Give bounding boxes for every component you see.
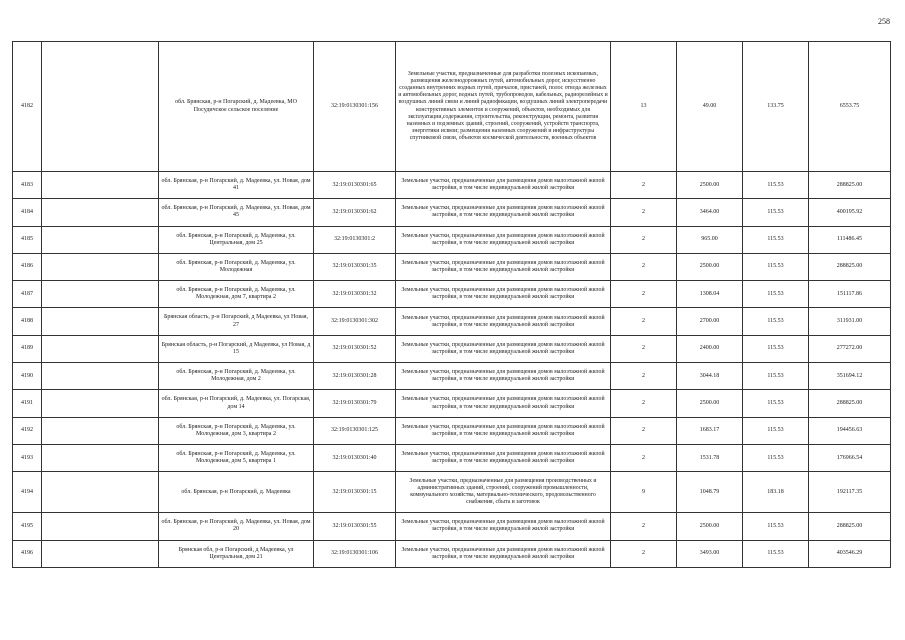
land-purpose-cell: Земельные участки, предназначенные для размещения домов малоэтажной жилой застройки, в том числе индивидуальной жилой застройки bbox=[396, 308, 611, 335]
empty-cell bbox=[42, 540, 159, 567]
area-cell: 2700.00 bbox=[677, 308, 743, 335]
table-row bbox=[13, 42, 891, 172]
rate-cell: 115.53 bbox=[743, 335, 809, 362]
area-cell: 965.00 bbox=[677, 226, 743, 253]
land-purpose-cell: Земельные участки, предназначенные для размещения домов малоэтажной жилой застройки, в том числе индивидуальной жилой застройки bbox=[396, 444, 611, 471]
table-row bbox=[13, 363, 891, 390]
empty-cell bbox=[42, 363, 159, 390]
cadastral-value-cell: 151117.86 bbox=[809, 281, 891, 308]
cadastral-value-cell: 288825.00 bbox=[809, 513, 891, 540]
rate-cell: 115.53 bbox=[743, 390, 809, 417]
row-number-cell: 4190 bbox=[13, 363, 42, 390]
address-cell: обл. Брянская, р-н Погарский, д. Мадеевка, ул. Молодежная, дом 7, квартира 2 bbox=[159, 281, 314, 308]
cadastral-number-cell: 32:19:0130301:15 bbox=[314, 472, 396, 513]
address-cell: обл. Брянская, р-н Погарский, д. Мадеевка, ул. Молодежная bbox=[159, 253, 314, 280]
row-number-cell: 4184 bbox=[13, 199, 42, 226]
rate-cell: 115.53 bbox=[743, 253, 809, 280]
row-number-cell: 4195 bbox=[13, 513, 42, 540]
area-cell: 1048.79 bbox=[677, 472, 743, 513]
table-row bbox=[13, 444, 891, 471]
table-row bbox=[13, 335, 891, 362]
land-purpose-cell: Земельные участки, предназначенные для размещения домов малоэтажной жилой застройки, в том числе индивидуальной жилой застройки bbox=[396, 335, 611, 362]
table-row bbox=[13, 253, 891, 280]
type-code-cell: 2 bbox=[611, 308, 677, 335]
rate-cell: 115.53 bbox=[743, 281, 809, 308]
table-row bbox=[13, 390, 891, 417]
address-cell: обл. Брянская, р-н Погарский, д. Мадеевка, ул. Новая, дом 45 bbox=[159, 199, 314, 226]
cadastral-value-cell: 288825.00 bbox=[809, 172, 891, 199]
cadastral-number-cell: 32:19:0130301:55 bbox=[314, 513, 396, 540]
address-cell: обл. Брянская, р-н Погарский, д. Мадеевка, МО Посудичское сельское поселение bbox=[159, 42, 314, 172]
area-cell: 2400.00 bbox=[677, 335, 743, 362]
row-number-cell: 4183 bbox=[13, 172, 42, 199]
type-code-cell: 13 bbox=[611, 42, 677, 172]
row-number-cell: 4188 bbox=[13, 308, 42, 335]
cadastral-number-cell: 32:19:0130301:65 bbox=[314, 172, 396, 199]
land-purpose-cell: Земельные участки, предназначенные для размещения домов малоэтажной жилой застройки, в том числе индивидуальной жилой застройки bbox=[396, 363, 611, 390]
cadastral-value-cell: 311931.00 bbox=[809, 308, 891, 335]
empty-cell bbox=[42, 226, 159, 253]
area-cell: 2500.00 bbox=[677, 390, 743, 417]
cadastral-value-cell: 403546.29 bbox=[809, 540, 891, 567]
rate-cell: 115.53 bbox=[743, 444, 809, 471]
cadastral-number-cell: 32:19:0130301:40 bbox=[314, 444, 396, 471]
cadastral-value-cell: 6553.75 bbox=[809, 42, 891, 172]
land-purpose-cell: Земельные участки, предназначенные для размещения домов малоэтажной жилой застройки, в том числе индивидуальной жилой застройки bbox=[396, 253, 611, 280]
address-cell: обл. Брянская, р-н Погарский, д. Мадеевка, ул. Новая, дом 41 bbox=[159, 172, 314, 199]
cadastral-number-cell: 32:19:0130301:302 bbox=[314, 308, 396, 335]
land-purpose-cell: Земельные участки, предназначенные для размещения производственных и административных зданий, строений, сооружений промышленности, коммунального хозяйства, материально-технического, продовольственного снабжения, сбыта и заготовок bbox=[396, 472, 611, 513]
empty-cell bbox=[42, 472, 159, 513]
row-number-cell: 4192 bbox=[13, 417, 42, 444]
area-cell: 2500.00 bbox=[677, 513, 743, 540]
cadastral-value-cell: 288825.00 bbox=[809, 253, 891, 280]
table-row bbox=[13, 308, 891, 335]
type-code-cell: 2 bbox=[611, 444, 677, 471]
cadastral-number-cell: 32:19:0130301:125 bbox=[314, 417, 396, 444]
row-number-cell: 4189 bbox=[13, 335, 42, 362]
type-code-cell: 2 bbox=[611, 363, 677, 390]
empty-cell bbox=[42, 281, 159, 308]
area-cell: 3464.00 bbox=[677, 199, 743, 226]
cadastral-number-cell: 32:19:0130301:106 bbox=[314, 540, 396, 567]
cadastral-value-cell: 288825.00 bbox=[809, 390, 891, 417]
cadastral-value-cell: 176966.54 bbox=[809, 444, 891, 471]
table-row bbox=[13, 540, 891, 567]
type-code-cell: 2 bbox=[611, 172, 677, 199]
table-row bbox=[13, 226, 891, 253]
rate-cell: 115.53 bbox=[743, 513, 809, 540]
address-cell: обл. Брянская, р-н Погарский, д. Мадеевка bbox=[159, 472, 314, 513]
land-purpose-cell: Земельные участки, предназначенные для размещения домов малоэтажной жилой застройки, в том числе индивидуальной жилой застройки bbox=[396, 199, 611, 226]
cadastral-number-cell: 32:19:0130301:2 bbox=[314, 226, 396, 253]
rate-cell: 115.53 bbox=[743, 308, 809, 335]
row-number-cell: 4185 bbox=[13, 226, 42, 253]
address-cell: Брянская обл, р-н Погарский, д Мадеевка, ул Центральная, дом 21 bbox=[159, 540, 314, 567]
area-cell: 2500.00 bbox=[677, 172, 743, 199]
land-purpose-cell: Земельные участки, предназначенные для размещения домов малоэтажной жилой застройки, в том числе индивидуальной жилой застройки bbox=[396, 226, 611, 253]
table-row bbox=[13, 417, 891, 444]
address-cell: обл. Брянская, р-н Погарский, д. Мадеевка, ул. Молодежная, дом 2 bbox=[159, 363, 314, 390]
rate-cell: 133.75 bbox=[743, 42, 809, 172]
type-code-cell: 2 bbox=[611, 281, 677, 308]
empty-cell bbox=[42, 417, 159, 444]
table-row bbox=[13, 199, 891, 226]
address-cell: обл. Брянская, р-н Погарский, д. Мадеевка, ул. Центральная, дом 25 bbox=[159, 226, 314, 253]
type-code-cell: 2 bbox=[611, 513, 677, 540]
row-number-cell: 4182 bbox=[13, 42, 42, 172]
land-purpose-cell: Земельные участки, предназначенные для размещения домов малоэтажной жилой застройки, в том числе индивидуальной жилой застройки bbox=[396, 281, 611, 308]
rate-cell: 115.53 bbox=[743, 540, 809, 567]
empty-cell bbox=[42, 444, 159, 471]
rate-cell: 115.53 bbox=[743, 172, 809, 199]
cadastral-number-cell: 32:19:0130301:28 bbox=[314, 363, 396, 390]
cadastral-value-cell: 400195.92 bbox=[809, 199, 891, 226]
area-cell: 3044.18 bbox=[677, 363, 743, 390]
row-number-cell: 4191 bbox=[13, 390, 42, 417]
cadastral-number-cell: 32:19:0130301:35 bbox=[314, 253, 396, 280]
empty-cell bbox=[42, 42, 159, 172]
cadastral-number-cell: 32:19:0130301:52 bbox=[314, 335, 396, 362]
row-number-cell: 4187 bbox=[13, 281, 42, 308]
land-purpose-cell: Земельные участки, предназначенные для размещения домов малоэтажной жилой застройки, в том числе индивидуальной жилой застройки bbox=[396, 417, 611, 444]
type-code-cell: 2 bbox=[611, 390, 677, 417]
rate-cell: 183.18 bbox=[743, 472, 809, 513]
rate-cell: 115.53 bbox=[743, 199, 809, 226]
cadastral-value-cell: 277272.00 bbox=[809, 335, 891, 362]
empty-cell bbox=[42, 513, 159, 540]
cadastral-value-cell: 194456.63 bbox=[809, 417, 891, 444]
type-code-cell: 9 bbox=[611, 472, 677, 513]
rate-cell: 115.53 bbox=[743, 417, 809, 444]
area-cell: 1308.04 bbox=[677, 281, 743, 308]
area-cell: 49.00 bbox=[677, 42, 743, 172]
cadastral-number-cell: 32:19:0130301:79 bbox=[314, 390, 396, 417]
type-code-cell: 2 bbox=[611, 335, 677, 362]
land-purpose-cell: Земельные участки, предназначенные для размещения домов малоэтажной жилой застройки, в том числе индивидуальной жилой застройки bbox=[396, 390, 611, 417]
table-row bbox=[13, 281, 891, 308]
empty-cell bbox=[42, 172, 159, 199]
empty-cell bbox=[42, 335, 159, 362]
address-cell: обл. Брянская, р-н Погарский, д. Мадеевка, ул. Погарская, дом 14 bbox=[159, 390, 314, 417]
land-purpose-cell: Земельные участки, предназначенные для размещения домов малоэтажной жилой застройки, в том числе индивидуальной жилой застройки bbox=[396, 513, 611, 540]
land-purpose-cell: Земельные участки, предназначенные для разработки полезных ископаемых, размещения железнодорожных путей, автомобильных дорог, искусственно созданных внутренних водных путей, причалов, пристаней, полос отвода железных и автомобильных дорог, водных путей, трубопроводов, кабельных, радиорелейных и воздушных линий связи и линий радиофикации, воздушных линий электропередачи конструктивных элементов и сооружений, объектов, необходимых для эксплуатации,содержания, строительства, реконструкции, ремонта, развития наземных и подземных зданий, строений, сооружений, устройств транспорта, энергетики исвязи; размещения наземных сооружений и инфраструктуры спутниковой связи, объектов космической деятельности, военных объектов bbox=[396, 42, 611, 172]
cadastral-number-cell: 32:19:0130301:32 bbox=[314, 281, 396, 308]
type-code-cell: 2 bbox=[611, 253, 677, 280]
cadastral-value-cell: 192117.35 bbox=[809, 472, 891, 513]
table-row bbox=[13, 472, 891, 513]
cadastral-value-cell: 111486.45 bbox=[809, 226, 891, 253]
empty-cell bbox=[42, 199, 159, 226]
type-code-cell: 2 bbox=[611, 199, 677, 226]
row-number-cell: 4186 bbox=[13, 253, 42, 280]
address-cell: обл. Брянская, р-н Погарский, д. Мадеевка, ул. Молодежная, дом 3, квартира 2 bbox=[159, 417, 314, 444]
empty-cell bbox=[42, 308, 159, 335]
empty-cell bbox=[42, 253, 159, 280]
cadastral-number-cell: 32:19:0130301:156 bbox=[314, 42, 396, 172]
cadastral-table bbox=[12, 41, 891, 568]
table-row bbox=[13, 513, 891, 540]
address-cell: обл. Брянская, р-н Погарский, д. Мадеевка, ул. Молодежная, дом 5, квартира 1 bbox=[159, 444, 314, 471]
area-cell: 2500.00 bbox=[677, 253, 743, 280]
type-code-cell: 2 bbox=[611, 226, 677, 253]
type-code-cell: 2 bbox=[611, 540, 677, 567]
address-cell: Брянская область, р-н Погарский, д Мадеевка, ул Новая, 27 bbox=[159, 308, 314, 335]
rate-cell: 115.53 bbox=[743, 226, 809, 253]
area-cell: 1683.17 bbox=[677, 417, 743, 444]
cadastral-value-cell: 351694.12 bbox=[809, 363, 891, 390]
address-cell: Брянская область, р-н Погарский, д Мадеевка, ул Новая, д 15 bbox=[159, 335, 314, 362]
rate-cell: 115.53 bbox=[743, 363, 809, 390]
table-row bbox=[13, 172, 891, 199]
row-number-cell: 4196 bbox=[13, 540, 42, 567]
type-code-cell: 2 bbox=[611, 417, 677, 444]
page-number: 258 bbox=[878, 17, 890, 26]
cadastral-number-cell: 32:19:0130301:62 bbox=[314, 199, 396, 226]
row-number-cell: 4193 bbox=[13, 444, 42, 471]
row-number-cell: 4194 bbox=[13, 472, 42, 513]
address-cell: обл. Брянская, р-н Погарский, д. Мадеевка, ул. Новая, дом 20 bbox=[159, 513, 314, 540]
area-cell: 3493.00 bbox=[677, 540, 743, 567]
land-purpose-cell: Земельные участки, предназначенные для размещения домов малоэтажной жилой застройки, в том числе индивидуальной жилой застройки bbox=[396, 172, 611, 199]
area-cell: 1531.78 bbox=[677, 444, 743, 471]
land-purpose-cell: Земельные участки, предназначенные для размещения домов малоэтажной жилой застройки, в том числе индивидуальной жилой застройки bbox=[396, 540, 611, 567]
empty-cell bbox=[42, 390, 159, 417]
